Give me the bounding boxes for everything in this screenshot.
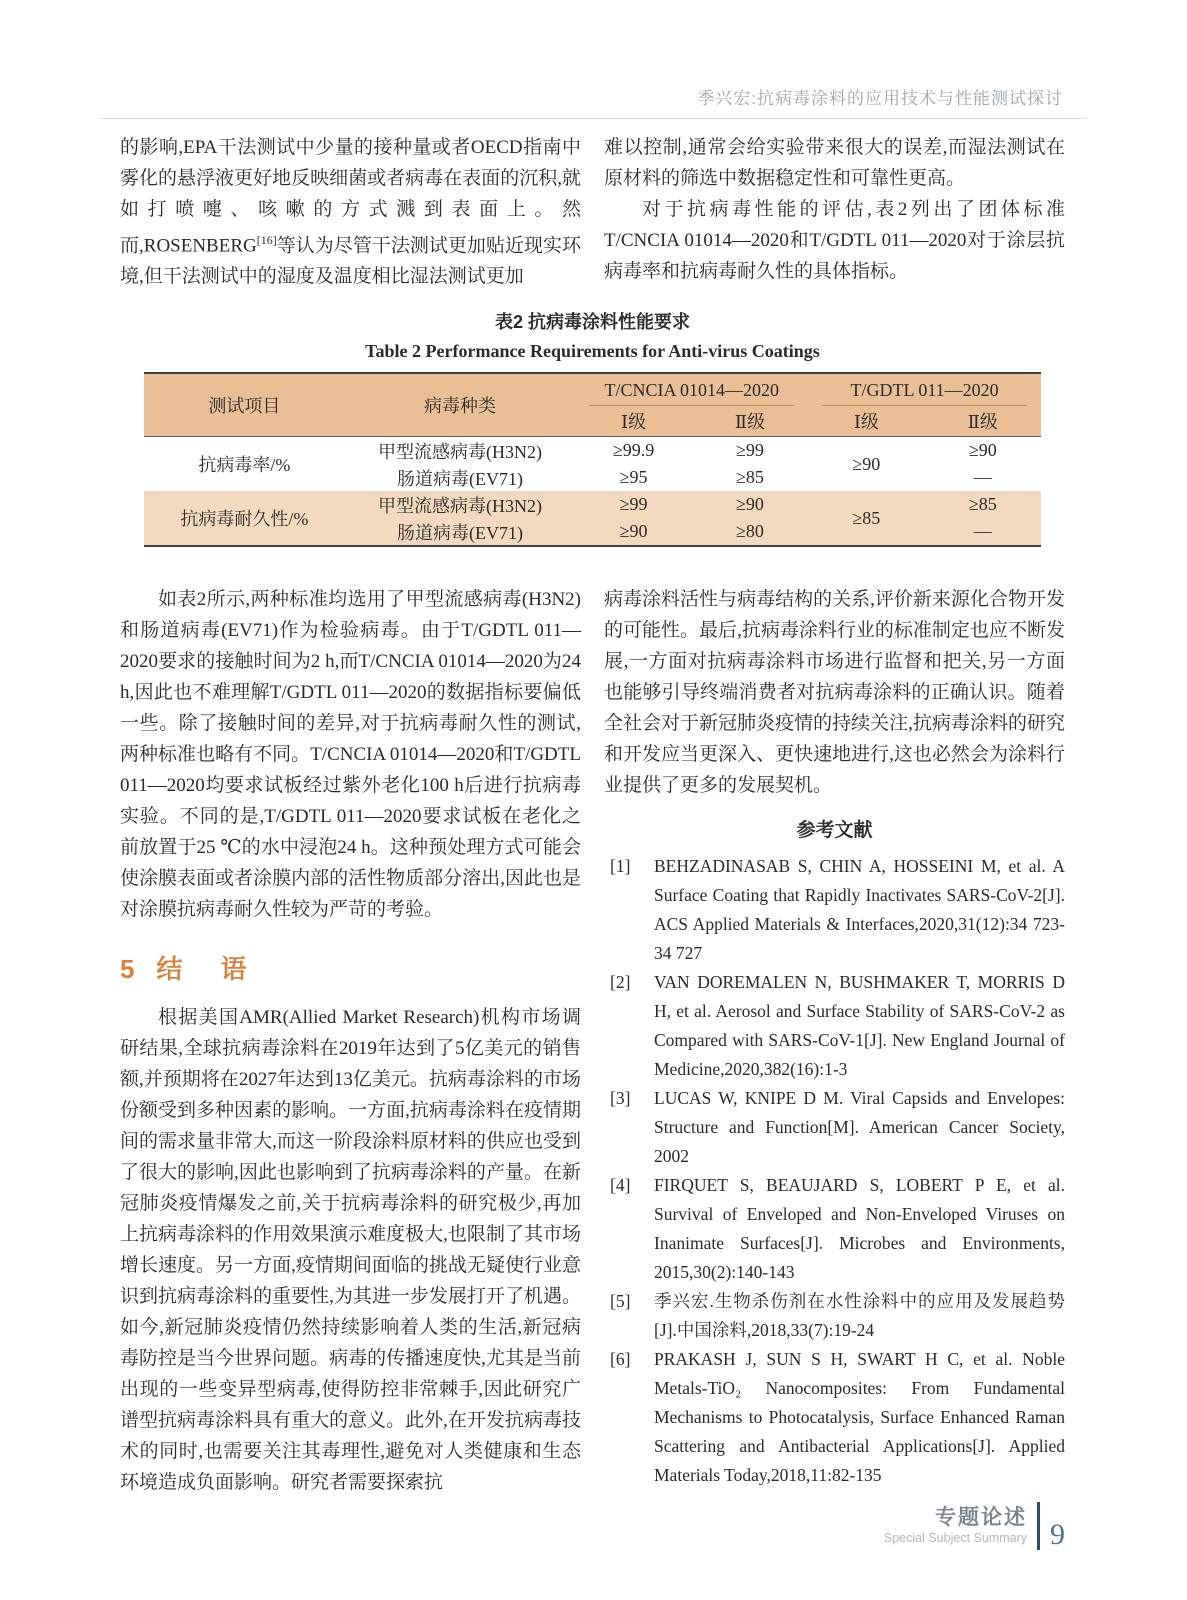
top-right-column: [604, 132, 1065, 292]
paragraph-table-discussion: 如表2所示,两种标准均选用了甲型流感病毒(H3N2)和肠道病毒(EV71)作为检验病毒。由于T/GDTL 011—2020要求的接触时间为2 h,而T/CNCIA 01014—2020为24 h,因此也不难理解T/GDTL 011—2020的数据指标要偏低一些。除了接触时间的差异,对于抗病毒耐久性的测试,两种标准也略有不同。T/CNCIA 01014—2020和T/GDTL 011—2020均要求试板经过紫外老化100 h后进行抗病毒实验。不同的是,T/GDTL 011—2020要求试板在老化之前放置于25 ℃的水中浸泡24 h。这种预处理方式可能会使涂膜表面或者涂膜内部的活性物质部分溶出,因此也是对涂膜抗病毒耐久性较为严苛的考验。: [120, 589, 581, 921]
footer-divider-bar: [1037, 1502, 1040, 1550]
paragraph-conclusion-continued: 病毒涂料活性与病毒结构的关系,评价新来源化合物开发的可能性。最后,抗病毒涂料行业的标准制定也应不断发展,一方面对抗病毒涂料市场进行监督和把关,另一方面也能够引导终端消费者对抗病毒涂料的正确认识。随着全社会对于新冠肺炎疫情的持续关注,抗病毒涂料的研究和开发应当更深入、更快速地进行,这也必然会为涂料行业提供了更多的发展契机。: [604, 589, 1065, 797]
reference-text: FIRQUET S, BEAUJARD S, LOBERT P E, et al. Survival of Enveloped and Non-Enveloped Viruses on Inanimate Surfaces[J]. Microbes and Environments, 2015,30(2):140-143: [654, 1175, 1065, 1283]
paragraph-dry-wet-test: [120, 132, 581, 292]
reference-text: LUCAS W, KNIPE D M. Viral Capsids and Envelopes: Structure and Function[M]. American Cancer Society, 2002: [654, 1088, 1065, 1167]
col-header-grade-ii: Ⅱ级: [692, 406, 808, 437]
cell-value: —: [925, 518, 1041, 546]
cell-virus: 甲型流感病毒(H3N2): [345, 491, 576, 518]
table-block: [120, 308, 1065, 547]
lower-right-column: [604, 584, 1065, 1498]
table-row: [144, 491, 1041, 518]
cell-value: —: [925, 464, 1041, 491]
reference-label: [3]: [610, 1088, 631, 1109]
page-number: 9: [1050, 1518, 1065, 1551]
reference-text: PRAKASH J, SUN S H, SWART H C, et al. Noble Metals-TiO₂ Nanocomposites: From Fundamental Mechanisms to Photocatalysis, Surface Enhanced Raman Scattering and Antibacterial Applications[J]. Applied Materials Today,2018,11:82-135: [654, 1349, 1065, 1486]
cell-test-item: 抗病毒耐久性/%: [144, 491, 345, 546]
section-title: 结 语: [156, 954, 253, 985]
reference-item: [604, 1171, 1065, 1287]
lower-left-column: [120, 584, 581, 1498]
col-header-std-cncia: T/CNCIA 01014—2020: [575, 373, 808, 406]
references-heading: 参考文献: [796, 820, 873, 842]
cell-value: ≥99: [575, 491, 691, 518]
reference-label: [2]: [610, 972, 631, 993]
paragraph-standards-intro: 对于抗病毒性能的评估,表2列出了团体标准T/CNCIA 01014—2020和T/GDTL 011—2020对于涂层抗病毒率和抗病毒耐久性的具体指标。: [604, 199, 1065, 282]
col-header-grade-i: Ⅰ级: [575, 406, 691, 437]
page-content: [120, 132, 1065, 1498]
cell-value-merged: ≥85: [808, 491, 924, 546]
table-caption-en: Table 2 Performance Requirements for Anti-virus Coatings: [365, 341, 820, 362]
reference-item: [604, 1345, 1065, 1490]
reference-label: [4]: [610, 1175, 631, 1196]
cell-value: ≥90: [925, 437, 1041, 465]
reference-item: [604, 968, 1065, 1084]
cell-virus: 肠道病毒(EV71): [345, 464, 576, 491]
table-row: [144, 437, 1041, 465]
top-columns: [120, 132, 1065, 292]
cell-test-item: 抗病毒率/%: [144, 437, 345, 492]
header-rule: [100, 118, 1087, 119]
paragraph-text: 等认为尽管干法测试更加贴近现实环境,但干法测试中的湿度及温度相比湿法测试更加: [120, 235, 581, 288]
cell-value: ≥90: [575, 518, 691, 546]
reference-item: [604, 1287, 1065, 1345]
cell-value: ≥95: [575, 464, 691, 491]
col-header-grade-i: Ⅰ级: [808, 406, 924, 437]
lower-columns: [120, 584, 1065, 1498]
reference-item: [604, 852, 1065, 968]
top-left-column: [120, 132, 581, 292]
cell-value: ≥90: [692, 491, 808, 518]
section-number: 5: [120, 954, 135, 985]
reference-text: VAN DOREMALEN N, BUSHMAKER T, MORRIS D H, et al. Aerosol and Surface Stability of SARS-CoV-2 as Compared with SARS-CoV-1[J]. New England Journal of Medicine,2020,382(16):1-3: [654, 972, 1065, 1080]
col-header-std-gdtl: T/GDTL 011—2020: [808, 373, 1041, 406]
reference-text: 季兴宏.生物杀伤剂在水性涂料中的应用及发展趋势[J].中国涂料,2018,33(7):19-24: [654, 1291, 1065, 1341]
table-header: [144, 373, 1041, 437]
footer-section-label-en: Special Subject Summary: [883, 1531, 1027, 1545]
paragraph-conclusion: 根据美国AMR(Allied Market Research)机构市场调研结果,全球抗病毒涂料在2019年达到了5亿美元的销售额,并预期将在2027年达到13亿美元。抗病毒涂料的市场份额受到多种因素的影响。一方面,抗病毒涂料在疫情期间的需求量非常大,而这一阶段涂料原材料的供应也受到了很大的影响,因此也影响到了抗病毒涂料的产量。在新冠肺炎疫情爆发之前,关于抗病毒涂料的研究极少,再加上抗病毒涂料的作用效果演示难度极大,也限制了其市场增长速度。另一方面,疫情期间面临的挑战无疑使行业意识到抗病毒涂料的重要性,为其进一步发展打开了机遇。如今,新冠肺炎疫情仍然持续影响着人类的生活,新冠病毒防控是当今世界问题。病毒的传播速度快,尤其是当前出现的一些变异型病毒,使得防控非常棘手,因此研究广谱型抗病毒涂料具有重大的意义。此外,在开发抗病毒技术的同时,也需要关注其毒理性,避免对人类健康和生态环境造成负面影响。研究者需要探索抗: [120, 1007, 581, 1494]
reference-item: [604, 1084, 1065, 1171]
cell-virus: 甲型流感病毒(H3N2): [345, 437, 576, 465]
citation-superscript: [16]: [256, 233, 277, 247]
col-header-virus-type: 病毒种类: [345, 373, 576, 437]
performance-table: [144, 372, 1041, 547]
cell-value: ≥80: [692, 518, 808, 546]
cell-value: ≥85: [692, 464, 808, 491]
paragraph-wet-test-reliability: 难以控制,通常会给实验带来很大的误差,而湿法测试在原材料的筛选中数据稳定性和可靠性更高。: [604, 137, 1065, 189]
reference-text: BEHZADINASAB S, CHIN A, HOSSEINI M, et al. A Surface Coating that Rapidly Inactivates SARS-CoV-2[J]. ACS Applied Materials & Interfaces,2020,31(12):34 723-34 727: [654, 856, 1065, 964]
page-footer: [884, 1502, 1065, 1550]
footer-section-labels: [884, 1506, 1027, 1546]
running-head: [100, 84, 1063, 109]
cell-value: ≥99: [692, 437, 808, 465]
footer-section-label-cn: 专题论述: [935, 1506, 1027, 1529]
reference-label: [5]: [610, 1291, 631, 1312]
table-caption-cn: 表2 抗病毒涂料性能要求: [494, 312, 690, 333]
col-header-grade-ii: Ⅱ级: [925, 406, 1041, 437]
running-head-title: 季兴宏:抗病毒涂料的应用技术与性能测试探讨: [697, 89, 1063, 108]
cell-value: ≥85: [925, 491, 1041, 518]
cell-value: ≥99.9: [575, 437, 691, 465]
reference-label: [6]: [610, 1349, 631, 1370]
cell-value-merged: ≥90: [808, 437, 924, 492]
paragraph-text: 的影响,EPA干法测试中少量的接种量或者OECD指南中雾化的悬浮液更好地反映细菌或者病毒在表面的沉积,就如打喷嚏、咳嗽的方式溅到表面上。然而,ROSENBERG: [120, 137, 581, 257]
references-list: [604, 852, 1065, 1490]
reference-label: [1]: [610, 856, 631, 877]
col-header-test-item: 测试项目: [144, 373, 345, 437]
section-heading-conclusion: [120, 949, 581, 986]
cell-virus: 肠道病毒(EV71): [345, 518, 576, 546]
